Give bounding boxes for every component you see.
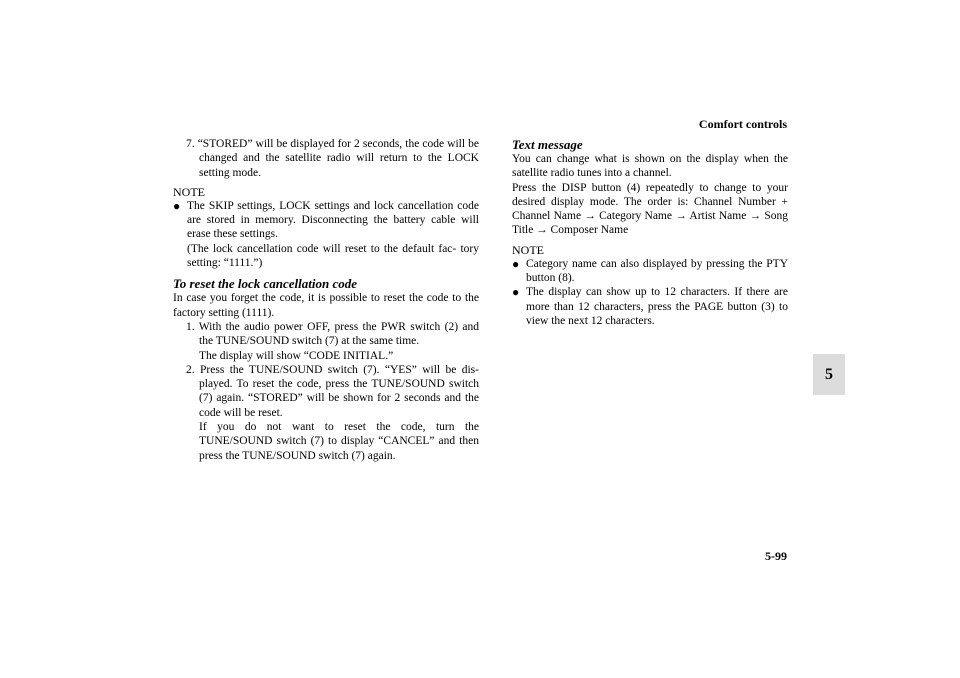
note-label: NOTE bbox=[173, 184, 205, 199]
bullet-icon: ● bbox=[512, 285, 520, 300]
reset-step-1-extra: The display will show “CODE INITIAL.” bbox=[199, 349, 394, 362]
right-column bbox=[512, 137, 788, 328]
note-bullet bbox=[512, 285, 788, 328]
note-bullet bbox=[173, 199, 479, 242]
note-label: NOTE bbox=[512, 242, 544, 257]
reset-step-2: 2. Press the TUNE/SOUND switch (7). “YES” will be dis- played. To reset the code, press the TUNE/SOUND switch (7) again. “STORED” will be shown for 2 seconds and the code will be reset. bbox=[186, 363, 479, 419]
note-bullet-text: The SKIP settings, LOCK settings and lock cancellation code are stored in memory. Disconnecting the battery cable will erase these settings. bbox=[187, 199, 479, 241]
page-number: 5-99 bbox=[765, 549, 787, 563]
section-heading-text-message: Text message bbox=[512, 137, 583, 152]
section-heading-reset: To reset the lock cancellation code bbox=[173, 276, 358, 292]
bullet-icon: ● bbox=[512, 256, 520, 271]
text-message-para-2: Press the DISP button (4) repeatedly to change to your desired display mode. The order is: Channel Number + Channel Name → Category Name → Artist Name → Song Title → Composer Name bbox=[512, 181, 788, 237]
reset-step-1: 1. With the audio power OFF, press the PWR switch (2) and the TUNE/SOUND switch (7) at the same time. bbox=[186, 320, 479, 348]
note-bullet-text: Category name can also displayed by pressing the PTY button (8). bbox=[526, 257, 788, 285]
header-title: Comfort controls bbox=[698, 117, 787, 131]
note-bullet-extra: (The lock cancellation code will reset to the default fac- tory setting: “1111.”) bbox=[187, 242, 479, 270]
reset-intro: In case you forget the code, it is possible to reset the code to the factory setting (1111). bbox=[173, 292, 479, 319]
reset-step-2-extra: If you do not want to reset the code, turn the TUNE/SOUND switch (7) to display “CANCEL” and then press the TUNE/SOUND switch (7) again. bbox=[199, 421, 479, 462]
note-bullet-text: The display can show up to 12 characters. If there are more than 12 characters, press the PAGE button (3) to view the next 12 characters. bbox=[526, 286, 788, 327]
text-message-para-1: You can change what is shown on the display when the satellite radio tunes into a channel. bbox=[512, 153, 788, 180]
note-bullet bbox=[512, 257, 788, 286]
chapter-number: 5 bbox=[825, 365, 833, 383]
left-column bbox=[173, 137, 479, 463]
chapter-tab bbox=[813, 354, 845, 395]
bullet-icon: ● bbox=[173, 198, 181, 213]
step-7: 7. “STORED” will be displayed for 2 seconds, the code will be changed and the satellite radio will return to the LOCK setting mode. bbox=[186, 138, 479, 179]
